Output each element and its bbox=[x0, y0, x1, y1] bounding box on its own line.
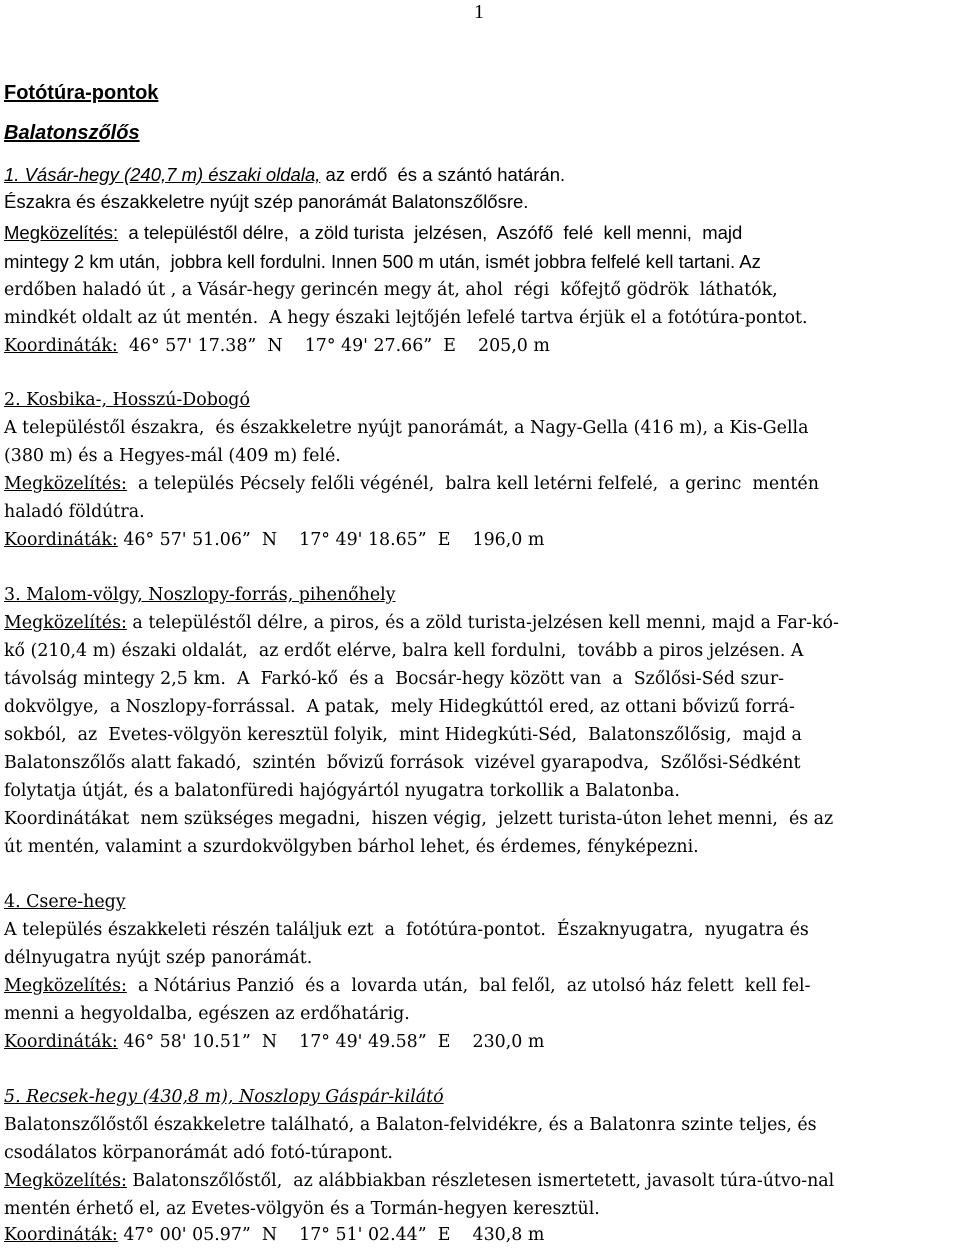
section-1-line-4: mintegy 2 km után, jobbra kell fordulni. Innen 500 m után, ismét jobbra felfelé kell tartani. Az bbox=[4, 251, 761, 272]
page-subtitle: Balatonszőlős bbox=[4, 122, 140, 144]
section-4-approach-label: Megközelítés: bbox=[4, 976, 127, 996]
section-5-approach-label: Megközelítés: bbox=[4, 1171, 127, 1191]
section-5-coord-value: 47° 00' 05.97” N 17° 51' 02.44” E 430,8 m bbox=[117, 1225, 545, 1245]
section-1-text: az erdő és a szántó határán. bbox=[320, 164, 566, 185]
section-2-heading: 2. Kosbika-, Hosszú-Dobogó bbox=[4, 390, 250, 410]
section-1-line-1 bbox=[4, 162, 565, 188]
page-number: 1 bbox=[474, 1, 484, 23]
section-3-line-6: Balatonszőlős alatt fakadó, szintén bővizű források vizével gyarapodva, Szőlősi-Sédként bbox=[4, 753, 801, 773]
section-5-coordinates bbox=[4, 1222, 544, 1248]
section-2-line-3 bbox=[4, 471, 819, 497]
section-5-coord-label: Koordináták: bbox=[4, 1225, 118, 1245]
section-2-line-2: (380 m) és a Hegyes-mál (409 m) felé. bbox=[4, 446, 341, 466]
section-1-approach-text: a településtől délre, a zöld turista jelzésen, Aszófő felé kell menni, majd bbox=[118, 222, 743, 243]
section-2-approach-label: Megközelítés: bbox=[4, 474, 127, 494]
section-3-line-5: sokból, az Evetes-völgyön keresztül folyik, mint Hidegkúti-Séd, Balatonszőlősig, majd a bbox=[4, 725, 802, 745]
section-4-coordinates bbox=[4, 1029, 544, 1055]
section-2-coordinates bbox=[4, 527, 544, 553]
section-1-coordinates bbox=[4, 333, 550, 359]
section-1-coord-label: Koordináták: bbox=[4, 336, 118, 356]
page-title: Fotótúra-pontok bbox=[4, 82, 159, 104]
section-3-line-4: dokvölgye, a Noszlopy-forrással. A patak, mely Hidegkúttól ered, az ottani bővizű forrá- bbox=[4, 697, 795, 717]
section-5-line-2: csodálatos körpanorámát adó fotó-túrapont. bbox=[4, 1143, 393, 1163]
section-3-approach-text: a településtől délre, a piros, és a zöld turista-jelzésen kell menni, majd a Far-kó- bbox=[126, 613, 839, 633]
section-2-coord-value: 46° 57' 51.06” N 17° 49' 18.65” E 196,0 m bbox=[117, 530, 545, 550]
section-4-approach-text: a Nótárius Panzió és a lovarda után, bal felől, az utolsó ház felett kell fel- bbox=[126, 976, 811, 996]
section-4-heading: 4. Csere-hegy bbox=[4, 892, 126, 912]
section-5-line-4: mentén érhető el, az Evetes-völgyön és a Tormán-hegyen keresztül. bbox=[4, 1199, 600, 1219]
section-4-line-4: menni a hegyoldalba, egészen az erdőhatárig. bbox=[4, 1004, 410, 1024]
section-2-line-4: haladó földútra. bbox=[4, 502, 145, 522]
section-2-coord-label: Koordináták: bbox=[4, 530, 118, 550]
section-3-approach-label: Megközelítés: bbox=[4, 613, 127, 633]
section-1-line-5: erdőben haladó út , a Vásár-hegy gerincén megy át, ahol régi kőfejtő gödrök láthatók, bbox=[4, 280, 778, 300]
section-5-heading: 5. Recsek-hegy (430,8 m), Noszlopy Gáspár-kilátó bbox=[4, 1087, 444, 1107]
section-1-heading: 1. Vásár-hegy (240,7 m) északi oldala, bbox=[4, 164, 321, 185]
section-3-line-8: Koordinátákat nem szükséges megadni, hiszen végig, jelzett turista-úton lehet menni, és az bbox=[4, 809, 834, 829]
section-2-line-1: A településtől északra, és északkeletre nyújt panorámát, a Nagy-Gella (416 m), a Kis-Gella bbox=[4, 418, 809, 438]
section-1-line-2: Északra és északkeletre nyújt szép panorámát Balatonszőlősre. bbox=[4, 191, 529, 212]
section-1-line-6: mindkét oldalt az út mentén. A hegy északi lejtőjén lefelé tartva érjük el a fotótúra-pontot. bbox=[4, 308, 808, 328]
section-1-line-3 bbox=[4, 220, 742, 246]
section-3-line-3: távolság mintegy 2,5 km. A Farkó-kő és a Bocsár-hegy között van a Szőlősi-Séd szur- bbox=[4, 669, 785, 689]
section-2-approach-text: a település Pécsely felőli végénél, balra kell letérni felfelé, a gerinc mentén bbox=[126, 474, 819, 494]
section-1-approach-label: Megközelítés: bbox=[4, 222, 119, 243]
section-3-line-9: út mentén, valamint a szurdokvölgyben bárhol lehet, és érdemes, fényképezni. bbox=[4, 837, 699, 857]
section-3-line-7: folytatja útját, és a balatonfüredi hajógyártól nyugatra torkollik a Balatonba. bbox=[4, 781, 680, 801]
section-4-line-1: A település északkeleti részén találjuk ezt a fotótúra-pontot. Északnyugatra, nyugatra és bbox=[4, 920, 809, 940]
section-4-line-2: délnyugatra nyújt szép panorámát. bbox=[4, 948, 313, 968]
section-4-line-3 bbox=[4, 973, 810, 999]
section-1-coord-value: 46° 57' 17.38” N 17° 49' 27.66” E 205,0 m bbox=[117, 336, 550, 356]
section-3-line-1 bbox=[4, 610, 839, 636]
section-3-heading: 3. Malom-völgy, Noszlopy-forrás, pihenőhely bbox=[4, 585, 396, 605]
section-3-line-2: kő (210,4 m) északi oldalát, az erdőt elérve, balra kell fordulni, tovább a piros jelzésen. A bbox=[4, 641, 804, 661]
section-5-line-1: Balatonszőlőstől északkeletre található, a Balaton-felvidékre, és a Balatonra szinte teljes, és bbox=[4, 1115, 817, 1135]
section-5-line-3 bbox=[4, 1168, 834, 1194]
section-4-coord-value: 46° 58' 10.51” N 17° 49' 49.58” E 230,0 m bbox=[117, 1032, 545, 1052]
section-4-coord-label: Koordináták: bbox=[4, 1032, 118, 1052]
section-5-approach-text: Balatonszőlőstől, az alábbiakban részletesen ismertetett, javasolt túra-útvo-nal bbox=[126, 1171, 835, 1191]
